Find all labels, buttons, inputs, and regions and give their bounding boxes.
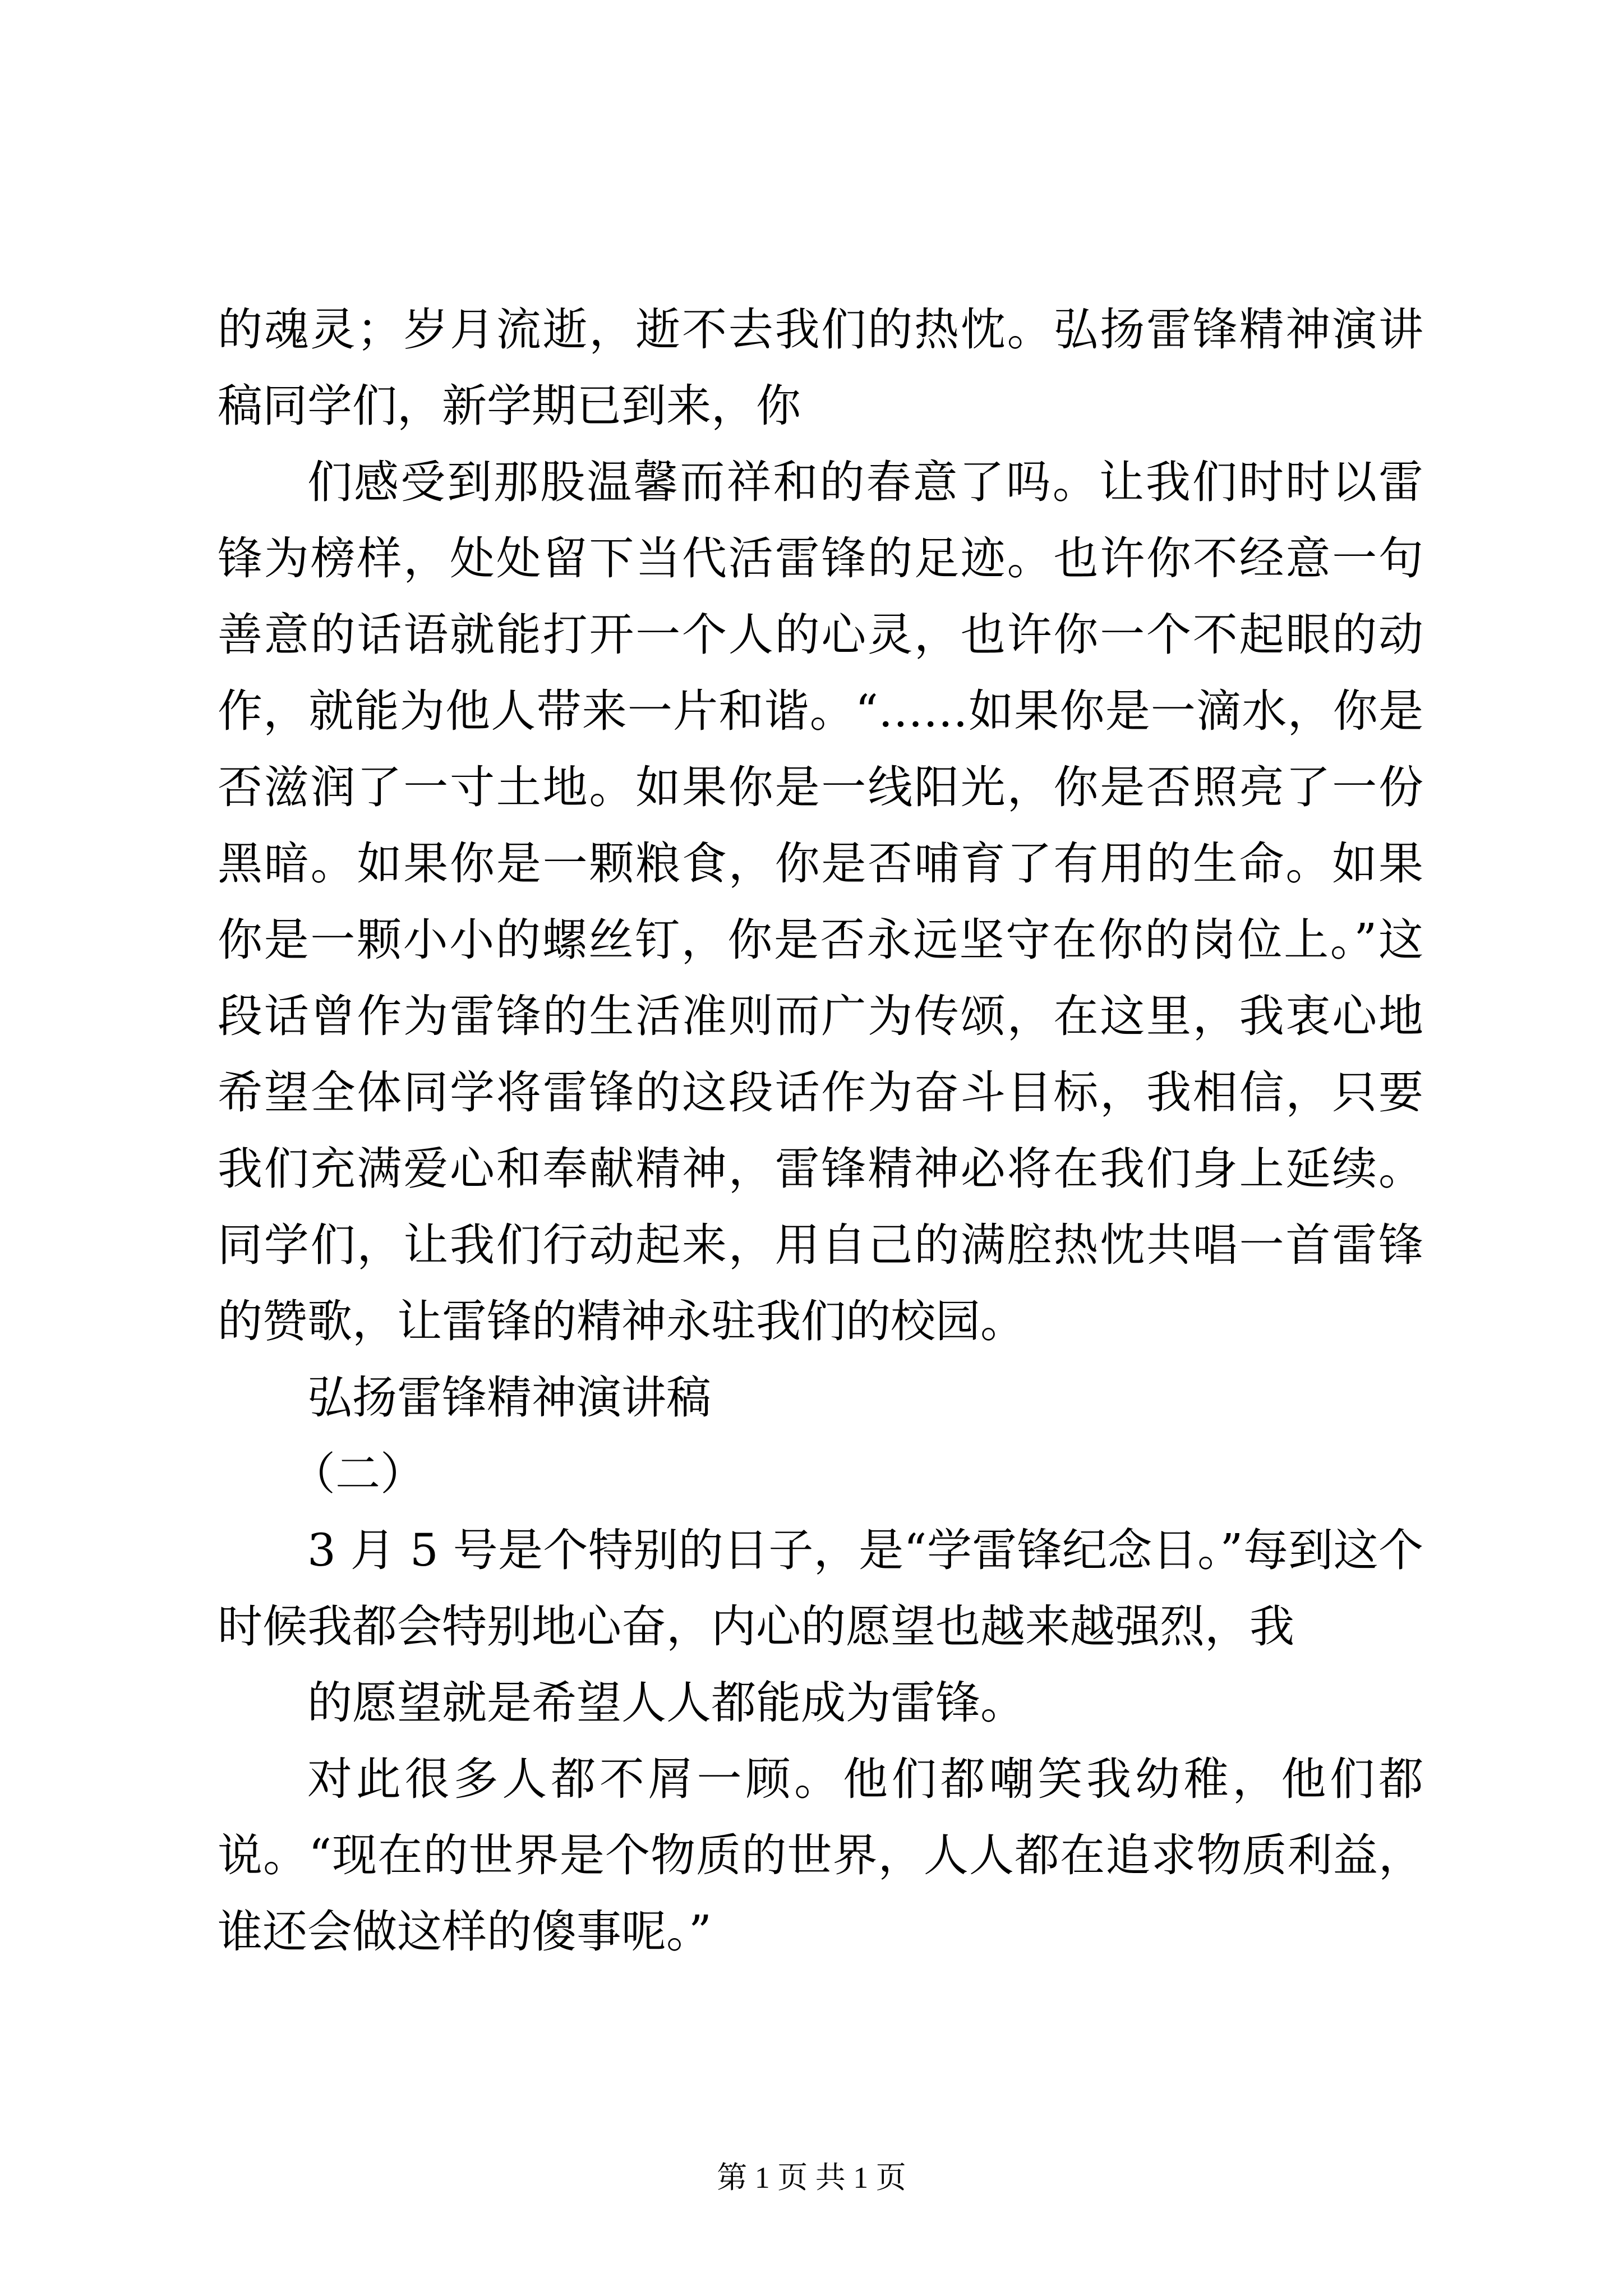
paragraph-4: 的愿望就是希望人人都能成为雷锋。 bbox=[307, 1677, 1025, 1729]
paragraph-1: 的魂灵；岁月流逝，逝不去我们的热忱。弘扬雷锋精神演讲稿同学们，新学期已到来，你 bbox=[218, 303, 1423, 432]
section-title: 弘扬雷锋精神演讲稿 bbox=[307, 1372, 711, 1424]
document-body bbox=[218, 292, 1423, 1970]
paragraph-5: 对此很多人都不屑一顾。他们都嘲笑我幼稚，他们都说。“现在的世界是个物质的世界，人人都在追求物质利益，谁还会做这样的傻事呢。” bbox=[218, 1753, 1423, 1958]
paragraph-3: 3 月 5 号是个特别的日子，是“学雷锋纪念日。”每到这个时候我都会特别地心奋，内心的愿望也越来越强烈，我 bbox=[218, 1524, 1423, 1653]
section-number: （二） bbox=[291, 1448, 425, 1500]
page-footer: 第 1 页 共 1 页 bbox=[717, 2161, 906, 2194]
paragraph-2: 们感受到那股温馨而祥和的春意了吗。让我们时时以雷锋为榜样，处处留下当代活雷锋的足迹。也许你不经意一句善意的话语就能打开一个人的心灵，也许你一个不起眼的动作，就能为他人带来一片和谐。“……如果你是一滴水，你是否滋润了一寸土地。如果你是一线阳光，你是否照亮了一份黑暗。如果你是一颗粮食，你是否哺育了有用的生命。如果你是一颗小小的螺丝钉，你是否永远坚守在你的岗位上。”这段话曾作为雷锋的生活准则而广为传颂，在这里，我衷心地希望全体同学将雷锋的这段话作为奋斗目标，我相信，只要我们充满爱心和奉献精神，雷锋精神必将在我们身上延续。同学们，让我们行动起来，用自己的满腔热忱共唱一首雷锋的赞歌，让雷锋的精神永驻我们的校园。 bbox=[218, 456, 1423, 1347]
